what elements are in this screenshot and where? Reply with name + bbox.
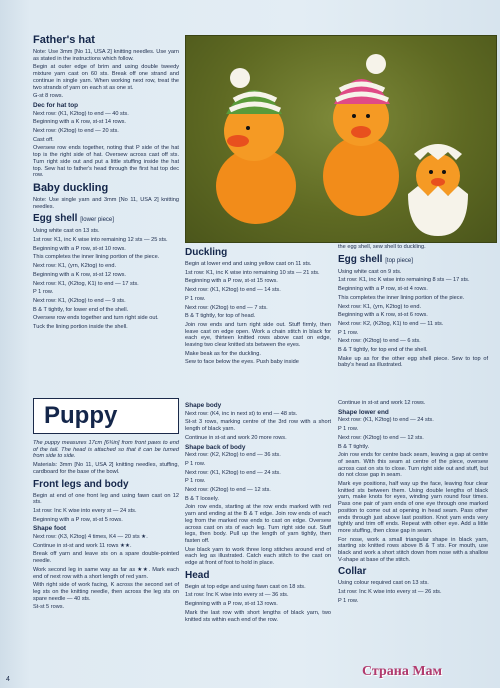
- lower-end-p4: For nose, work a small triangular shape in black yarn, starting six knitted rows above B & T sts. For mouth, use black and work a short stitch down from nose with a shallow V-shape at base of the stitch.: [338, 536, 488, 563]
- front-legs-r2: Next row: (K3, K2tog) 4 times, K4 — 20 sts ★.: [33, 534, 148, 541]
- baby-duck-eye: [429, 170, 433, 174]
- lower-end-p1: B & T tightly.: [338, 443, 370, 450]
- egg-upper-r1: 1st row: K1, inc K wise into remaining 8 sts — 17 sts.: [338, 277, 470, 284]
- egg-lower-r3b: P 1 row.: [33, 289, 54, 296]
- egg-lower-p3: This completes the inner lining portion of the piece.: [33, 254, 160, 261]
- shape-body-p1: St-st 3 rows, marking centre of the 3rd row with a short length of black yarn.: [185, 419, 331, 433]
- site-watermark: Страна Мам: [362, 664, 443, 679]
- left-column-top: [33, 34, 179, 333]
- duckling-r2b: P 1 row.: [185, 295, 206, 302]
- green-hat-pompom: [230, 68, 250, 88]
- head-p1: Begin at top edge and using fawn cast on 18 sts.: [185, 583, 306, 590]
- lower-end-r2: Next row: (K2tog) to end — 12 sts.: [338, 434, 424, 441]
- puppy-title-box: [33, 398, 179, 434]
- head-p2: Beginning with a P row, st-st 13 rows.: [185, 601, 278, 608]
- dec-hat-top-title: Dec for hat top: [33, 101, 79, 109]
- egg-upper-r3: Next row: K2, (K2tog, K1) to end — 11 sts.: [338, 320, 444, 327]
- front-legs-p6: With right side of work facing, K across the second set of leg sts on the knitting needle, then across the leg sts on spare needle — 40 sts.: [33, 582, 179, 602]
- shape-body-r1: Next row: (K4, inc in next st) to end — 48 sts.: [185, 410, 298, 417]
- fathers-hat-p1: Begin at outer edge of brim and using double tweedy mixture yarn cast on 60 sts. Break off one strand and continue in single yarn. When working next row, treat the two strands of yarn on each st as one st.: [33, 64, 179, 91]
- puppy-intro: The puppy measures 17cm [6¾in] from front paws to end of the tail. The head is attached so that it can be turned from side to side.: [33, 440, 179, 460]
- middle-column-lower: [185, 400, 331, 625]
- egg-lower-p5: B & T tightly, for lower end of the shell.: [33, 306, 129, 313]
- egg-lower-p1: Using white cast on 13 sts.: [33, 228, 100, 235]
- front-legs-p7: St-st 5 rows.: [33, 604, 65, 611]
- egg-upper-r2: Next row: K1, (yrn, K2tog) to end.: [338, 303, 422, 310]
- puppy-title: Puppy: [44, 402, 118, 429]
- shape-body-r3: Next row: (K1, K2tog) to end — 24 sts.: [185, 469, 281, 476]
- right-column-upper: [338, 244, 488, 371]
- head-title: Head: [185, 569, 210, 581]
- duckling-r3: Next row: (K2tog) to end — 7 sts.: [185, 304, 268, 311]
- right-column-lower: [338, 400, 488, 607]
- lower-end-r1b: P 1 row.: [338, 426, 359, 433]
- ducklings-illustration: [186, 36, 497, 243]
- shape-foot-title: Shape foot: [33, 525, 67, 533]
- egg-lower-p7: Tuck the lining portion inside the shell.: [33, 324, 128, 331]
- page-number: 4: [6, 676, 10, 683]
- egg-lower-p2: Beginning with a P row, st-st 10 rows.: [33, 245, 126, 252]
- mother-duck-beak: [351, 126, 371, 138]
- head-r1: 1st row: Inc K wise into every st — 36 sts.: [185, 592, 289, 599]
- egg-shell-upper-title: [338, 254, 488, 267]
- ducklings-photo: [185, 35, 497, 243]
- egg-shell-lower-heading: Egg shell: [33, 213, 78, 225]
- fathers-hat-r3: Next row: (K2tog) to end — 20 sts.: [33, 128, 119, 135]
- father-duck-eye: [246, 126, 250, 130]
- duckling-p4: Join row ends and turn right side out. Stuff firmly, then leave cast on edge open. Work a chain stitch in black for each eye, thirteen knitted rows above cast on edge, leaving two clear knitted sts between the eyes.: [185, 321, 331, 349]
- shape-back-title: Shape back of body: [185, 443, 246, 451]
- front-legs-p2: Beginning with a P row, st-st 5 rows.: [33, 516, 123, 523]
- fathers-hat-title: Father's hat: [33, 34, 95, 46]
- baby-duckling-note: Note: Use single yarn and 3mm [No 11, USA 2] knitting needles.: [33, 196, 179, 210]
- duckling-r2: Next row: (K1, K2tog) to end — 14 sts.: [185, 287, 281, 294]
- egg-lower-r1: 1st row: K1, inc K wise into remaining 12 sts — 25 sts.: [33, 237, 168, 244]
- fathers-hat-note: Note: Use 3mm [No 11, USA 2] knitting needles. Use yarn as stated in the instructions which follow.: [33, 49, 179, 62]
- egg-shell-bottom: [408, 186, 468, 236]
- lower-end-p3: Mark eye positions, half way up the face, leaving four clear knitted sts between them. Using double lengths of black yarn, make knots for eyes, winding yarn round four times. Pass one pair of yarn ends of one eye through one marked position to come out at opening in head seam. Pass other ends through just above last position. Knot yarn ends very tightly and trim off ends. Repeat with other eye. Add a little more stuffing, then close gap in seam.: [338, 481, 488, 534]
- egg-lower-p6: Oversew row ends together and turn right side out.: [33, 315, 159, 322]
- middle-column-upper: [185, 244, 331, 368]
- egg-upper-p3: This completes the inner lining portion of the piece.: [338, 294, 465, 301]
- front-legs-p4: Break off yarn and leave sts on a spare double-pointed needle.: [33, 551, 179, 565]
- egg-lower-r3: Next row: K1, (K2tog, K1) to end — 17 sts.: [33, 280, 139, 287]
- fathers-hat-r2: Beginning with a K row, st-st 14 rows.: [33, 119, 126, 126]
- egg-upper-p6: Make up as for the other egg shell piece. Sew to top of baby's head as illustrated.: [338, 355, 488, 369]
- front-legs-p3: Continue in st-st and work 11 rows ★★.: [33, 542, 132, 549]
- front-legs-title: Front legs and body: [33, 478, 129, 490]
- mother-duck-eye: [352, 114, 356, 118]
- shape-body-p3: B & T loosely.: [185, 495, 219, 502]
- shape-body-r2b: P 1 row.: [185, 460, 206, 467]
- egg-upper-intro: the egg shell, sew shell to duckling.: [338, 244, 426, 250]
- head-p3: Mark the last row with short lengths of black yarn, two knitted sts within each end of the row.: [185, 609, 331, 623]
- mother-duck-eye: [366, 114, 370, 118]
- egg-shell-upper-heading: Egg shell: [338, 253, 383, 265]
- left-column-lower: [33, 440, 179, 613]
- egg-lower-p4: Beginning with a K row, st-st 12 rows.: [33, 271, 126, 278]
- shape-body-r2: Next row: (K2, K2tog) to end — 36 sts.: [185, 452, 281, 459]
- egg-upper-r3b: P 1 row.: [338, 329, 359, 336]
- collar-r1b: P 1 row.: [338, 597, 359, 604]
- lower-end-p2: Join row ends for centre back seam, leaving a gap at centre of seam. With this seam at centre of the piece, oversew across cast on sts to close. Turn right side out and stuff, but do not close gap in seam.: [338, 452, 488, 479]
- egg-upper-p2: Beginning with a P row, st-st 4 rows.: [338, 286, 428, 293]
- shape-body-p5: Use black yarn to work three long stitches around end of each leg as illustrated. Catch each stitch to the cast on edge at front of foot to hold in place.: [185, 546, 331, 567]
- egg-upper-r4: Next row: (K2tog) to end — 6 sts.: [338, 338, 421, 345]
- egg-lower-r2: Next row: K1, (yrn, K2tog) to end.: [33, 263, 117, 270]
- egg-lower-r4: Next row: K1, (K2tog) to end — 9 sts.: [33, 297, 126, 304]
- lower-end-r1: Next row: (K1, K2tog) to end — 24 sts.: [338, 417, 434, 424]
- baby-duck-eye: [442, 170, 446, 174]
- duckling-p1: Begin at lower end and using yellow cast on 11 sts.: [185, 261, 312, 267]
- collar-title: Collar: [338, 566, 367, 578]
- front-legs-r1: 1st row: Inc K wise into every st — 24 sts.: [33, 507, 137, 514]
- shape-body-r3b: P 1 row.: [185, 478, 206, 485]
- lower-end-intro: Continue in st-st and work 12 rows.: [338, 400, 426, 406]
- shape-lower-end-title: Shape lower end: [338, 408, 389, 416]
- front-legs-p5: Work second leg in same way as far as ★★. Mark each end of next row with a short length of red yarn.: [33, 566, 179, 580]
- baby-duck-beak: [431, 178, 445, 186]
- egg-shell-lower-title: [33, 213, 179, 226]
- baby-duckling-title: Baby duckling: [33, 181, 109, 194]
- duckling-title: Duckling: [185, 247, 228, 258]
- egg-shell-upper-subtitle: [top piece]: [385, 257, 413, 264]
- collar-p1: Using colour required cast on 13 sts.: [338, 580, 429, 587]
- front-legs-p1: Begin at end of one front leg and using fawn cast on 12 sts.: [33, 492, 179, 506]
- father-duck-beak: [227, 135, 249, 147]
- egg-upper-p4: Beginning with a K row, st-st 6 rows.: [338, 312, 428, 319]
- mother-duck-body: [323, 136, 399, 216]
- collar-r1: 1st row: Inc K wise into every st — 26 sts.: [338, 589, 442, 596]
- shape-body-r4: Next row: (K2tog) to end — 12 sts.: [185, 487, 271, 494]
- duckling-p6: Sew to face below the eyes. Push baby inside: [185, 359, 299, 366]
- shape-body-p2: Continue in st-st and work 20 more rows.: [185, 434, 287, 441]
- egg-upper-p1: Using white cast on 9 sts.: [338, 268, 402, 275]
- egg-shell-lower-subtitle: [lower piece]: [80, 217, 114, 224]
- shape-body-p4: Join row ends, starting at the row ends marked with red yarn and ending at the B & T edge. Join row ends of each leg from the marked row ends to cast on edge. Oversew across cast on sts of each leg. Turn right side out. Stuff legs, then body. Pull up the length of yarn tightly, then fasten off.: [185, 504, 331, 544]
- duckling-r1: 1st row: K1, inc K wise into remaining 10 sts — 21 sts.: [185, 269, 320, 276]
- duckling-p3: B & T tightly, for top of head.: [185, 313, 256, 320]
- shape-body-title: Shape body: [185, 402, 222, 409]
- fathers-hat-p3: Oversew row ends together, noting that P side of the hat top is the right side of hat. Oversew across cast off sts. Turn right side out and put a little stuffing inside the hat top. Sew hat to father's head through the first hat top dec row.: [33, 145, 179, 179]
- puppy-materials: Materials: 3mm [No 11, USA 2] knitting needles, stuffing, cardboard for the base of the bowl.: [33, 462, 179, 475]
- fathers-hat-p2: G-st 8 rows.: [33, 93, 64, 100]
- pink-hat-pompom: [366, 54, 386, 74]
- egg-shell-top: [414, 144, 462, 160]
- egg-upper-p5: B & T tightly, for top end of the shell.: [338, 347, 428, 354]
- duckling-p5: Make beak as for the duckling.: [185, 350, 261, 357]
- fathers-hat-r1: Next row: (K1, K2tog) to end — 40 sts.: [33, 110, 129, 117]
- duckling-p2: Beginning with a P row, st-st 15 rows.: [185, 278, 278, 285]
- fathers-hat-r4: Cast off.: [33, 136, 54, 143]
